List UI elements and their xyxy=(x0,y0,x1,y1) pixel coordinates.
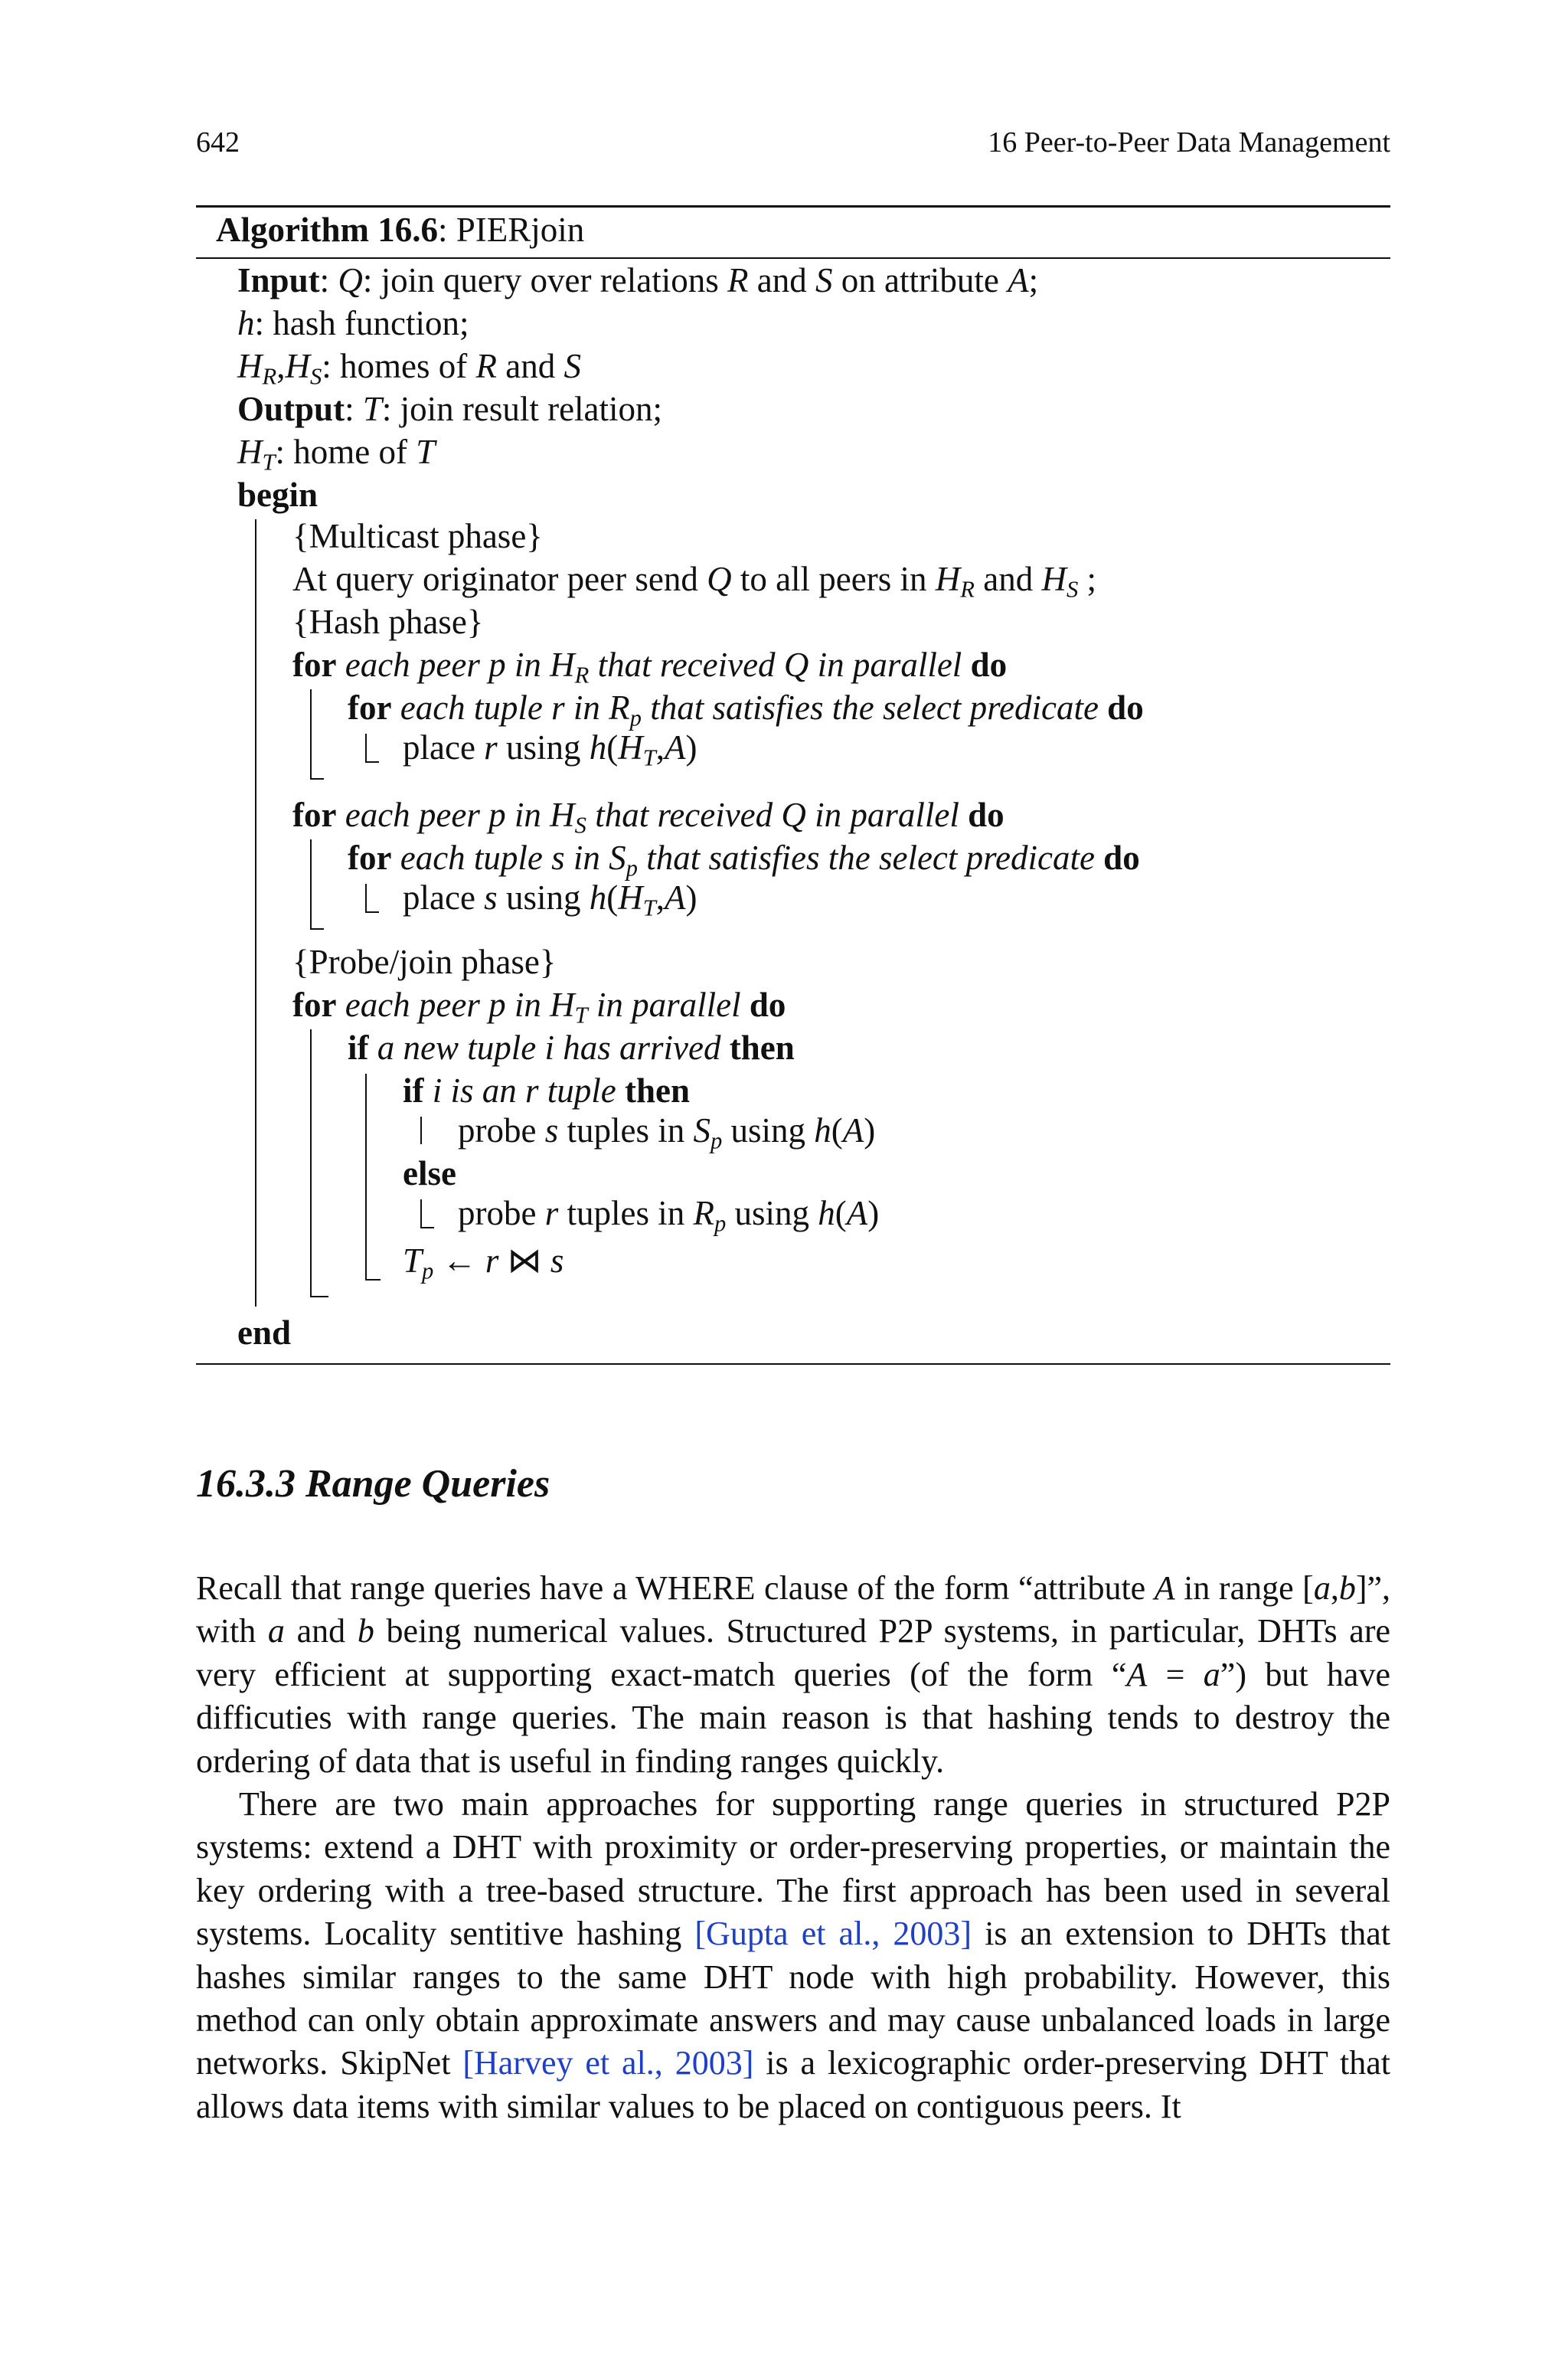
join-assign-line: $T_p$ ← r ⋈ s xyxy=(403,1241,564,1284)
multicast-phase-comment: {Multicast phase} xyxy=(292,517,543,555)
probe-r-line: probe r tuples in $R_p$ using h(A) xyxy=(458,1194,880,1237)
for-r-block-bar xyxy=(365,734,367,763)
for-tuple-s-in-Sp: for each tuple s in $S_p$ that satisfies the select predicate do xyxy=(348,839,1140,882)
then-block-bar xyxy=(420,1117,422,1144)
for-HS-block-bar xyxy=(310,839,312,930)
else-block-end xyxy=(420,1227,434,1228)
algo-hash-fn-line: h: hash function; xyxy=(237,304,469,342)
algo-input-line: Input: Q: join query over relations R and S on attribute A; xyxy=(237,261,1039,299)
if-new-tuple-block-end xyxy=(365,1279,381,1281)
algo-end: end xyxy=(237,1313,292,1352)
if-new-tuple-block-bar xyxy=(365,1074,367,1281)
page-number: 642 xyxy=(196,126,240,159)
paragraph-2: There are two main approaches for supporting range queries in structured P2P systems: extend a DHT with proximity or order-preserving properties, or maintain the key ordering with a tree-based structure. The first approach has been used in several systems. Locality sentitive hashing [Gupta et al., 2003] is an extension to DHTs that hashes similar ranges to the same DHT node with high probability. However, this method can only obtain approximate answers and may cause unbalanced loads in large networks. SkipNet [Harvey et al., 2003] is a lexicographic order-preserving DHT that allows data items with similar values to be placed on contiguous peers. It xyxy=(196,1785,1391,2125)
algorithm-bottom-rule xyxy=(196,1363,1390,1365)
algo-begin: begin xyxy=(237,476,318,514)
algorithm-top-rule xyxy=(196,205,1390,208)
algo-output-line: Output: T: join result relation; xyxy=(237,390,663,428)
multicast-send-line: At query originator peer send Q to all peers in $H_R$ and $H_S$ ; xyxy=(292,560,1097,603)
for-tuple-r-in-Rp: for each tuple r in $R_p$ that satisfies the select predicate do xyxy=(348,689,1144,731)
for-peer-in-HS: for each peer p in $H_S$ that received Q in parallel do xyxy=(292,796,1004,839)
body-text xyxy=(196,1567,1390,2128)
place-s-line: place s using $h(H_T,A)$ xyxy=(403,878,697,921)
for-r-block-end xyxy=(365,761,379,763)
if-new-tuple: if a new tuple i has arrived then xyxy=(348,1029,795,1067)
algo-home-of-T-line: $H_T$: home of T xyxy=(237,433,436,476)
probe-join-phase-comment: {Probe/join phase} xyxy=(292,943,557,981)
for-s-block-bar xyxy=(365,884,367,913)
algo-homes-line: $H_R,H_S$: homes of R and S xyxy=(237,347,581,390)
for-peer-in-HR: for each peer p in $H_R$ that received Q in parallel do xyxy=(292,646,1008,689)
for-HT-block-end xyxy=(310,1296,328,1297)
citation-gupta-2003[interactable]: [Gupta et al., 2003] xyxy=(694,1915,972,1953)
hash-phase-comment: {Hash phase} xyxy=(292,603,484,641)
section-heading: 16.3.3 Range Queries xyxy=(196,1462,550,1506)
else-keyword: else xyxy=(403,1154,456,1192)
begin-block-bar xyxy=(255,519,256,1307)
else-block-bar xyxy=(420,1199,422,1228)
probe-s-line: probe s tuples in $S_p$ using h(A) xyxy=(458,1111,876,1154)
citation-harvey-2003[interactable]: [Harvey et al., 2003] xyxy=(462,2044,754,2082)
for-HT-block-bar xyxy=(310,1029,312,1297)
for-peer-in-HT: for each peer p in $H_T$ in parallel do xyxy=(292,986,786,1029)
for-s-block-end xyxy=(365,911,379,913)
running-head-chapter: 16 Peer-to-Peer Data Management xyxy=(988,126,1390,159)
for-HS-block-end xyxy=(310,928,324,930)
place-r-line: place r using $h(H_T,A)$ xyxy=(403,728,697,771)
for-HR-block-bar xyxy=(310,689,312,780)
for-HR-block-end xyxy=(310,778,324,780)
algorithm-title: Algorithm 16.6: PIERjoin xyxy=(216,211,585,249)
paragraph-1: Recall that range queries have a WHERE clause of the form “attribute A in range [a,b]”, with a and b being numerical values. Structured P2P systems, in particular, DHTs are very efficient at supporting exact-match queries (of the form “A = a”) but have difficuties with range queries. The main reason is that hashing tends to destroy the ordering of data that is useful in finding ranges quickly. xyxy=(196,1569,1390,1780)
if-r-tuple: if i is an r tuple then xyxy=(403,1071,691,1110)
